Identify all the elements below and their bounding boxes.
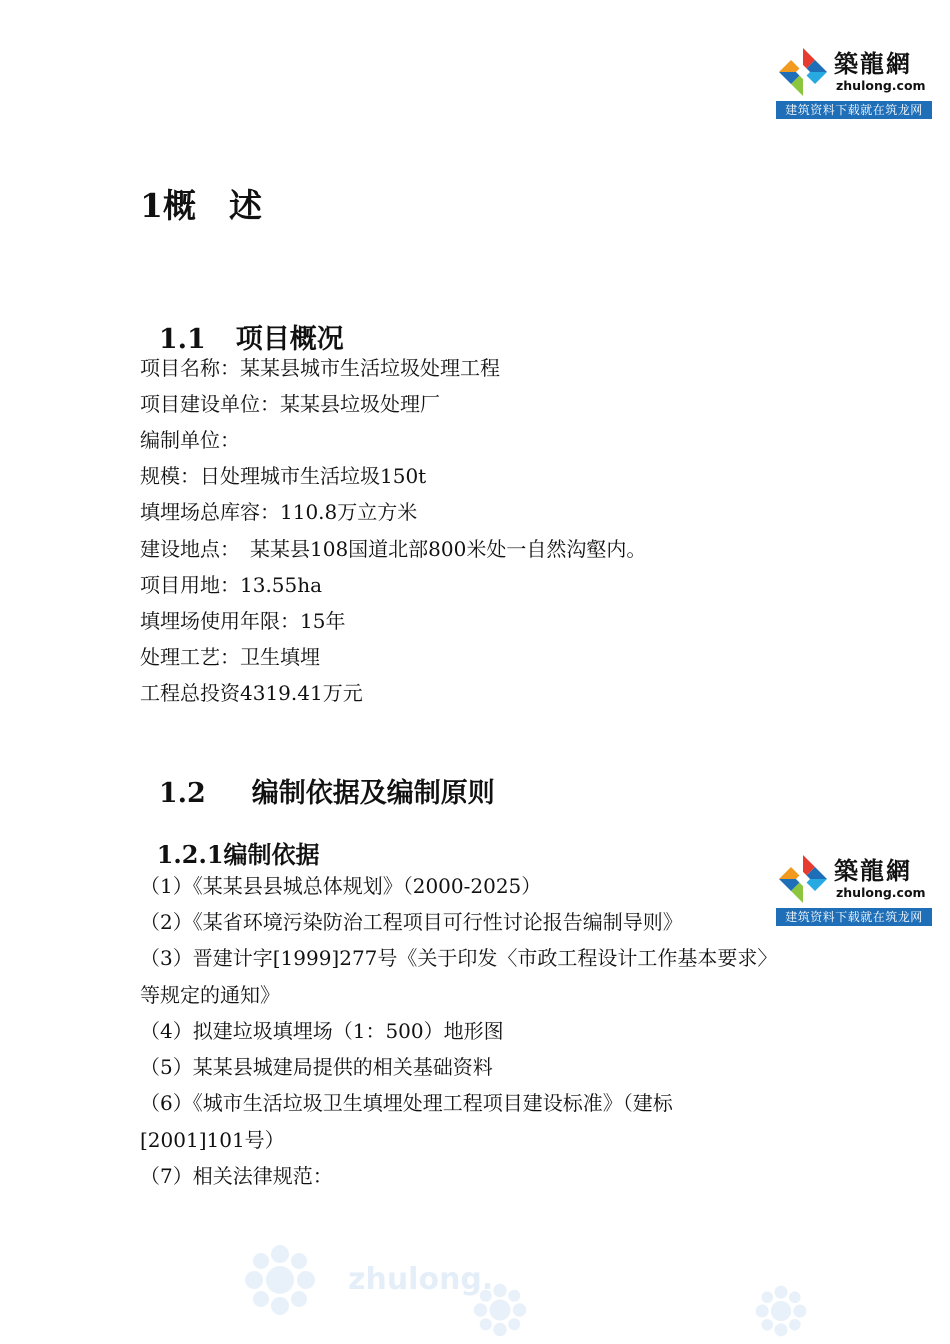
chapter-title: 1概 述 (140, 186, 262, 225)
section-title: 编制依据及编制原则 (251, 778, 495, 809)
overview-line: 工程总投资4319.41万元 (140, 681, 363, 705)
pinwheel-logo-icon (776, 45, 830, 99)
logo-tagline: 建筑资料下载就在筑龙网 (776, 101, 932, 119)
basis-item: （6）《城市生活垃圾卫生填埋处理工程项目建设标准》（建标 (140, 1091, 673, 1115)
logo-domain: zhulong.com (836, 885, 926, 900)
overview-line: 项目建设单位：某某县垃圾处理厂 (140, 392, 440, 416)
basis-item: （5）某某县城建局提供的相关基础资料 (140, 1055, 493, 1079)
overview-line: 填埋场使用年限：15年 (140, 609, 346, 633)
logo-tagline: 建筑资料下载就在筑龙网 (776, 908, 932, 926)
zhulong-logo-top (776, 45, 932, 119)
basis-item: （2）《某省环境污染防治工程项目可行性讨论报告编制导则》 (140, 910, 683, 934)
zhulong-logo-mid (776, 852, 932, 926)
watermark-snowflake-icon (752, 1282, 810, 1340)
section-heading-1-1 (140, 286, 344, 356)
basis-item: （4）拟建垃圾填埋场（1：500）地形图 (140, 1019, 504, 1043)
section-number: 1.1 (158, 324, 206, 355)
overview-line: 项目用地：13.55ha (140, 573, 323, 597)
subsection-title: 编制依据 (223, 840, 320, 869)
basis-item-continued: [2001]101号） (140, 1128, 285, 1152)
section-heading-1-2 (140, 740, 495, 810)
pinwheel-logo-icon (776, 852, 830, 906)
overview-line: 规模：日处理城市生活垃圾150t (140, 464, 427, 488)
overview-line: 项目名称：某某县城市生活垃圾处理工程 (140, 356, 500, 380)
subsection-heading-1-2-1 (140, 806, 320, 870)
overview-line: 处理工艺：卫生填埋 (140, 645, 320, 669)
subsection-number: 1.2.1 (156, 840, 224, 869)
watermark-snowflake-icon (240, 1240, 320, 1320)
basis-item-continued: 等规定的通知》 (140, 983, 280, 1007)
overview-line: 建设地点： 某某县108国道北部800米处一自然沟壑内。 (140, 537, 647, 561)
watermark-text: zhulong. (348, 1262, 494, 1297)
logo-name: 築龍網 (834, 856, 912, 885)
basis-item: （1）《某某县县城总体规划》（2000-2025） (140, 874, 542, 898)
logo-name: 築龍網 (834, 49, 912, 78)
overview-line: 填埋场总库容：110.8万立方米 (140, 500, 418, 524)
overview-line: 编制单位： (140, 428, 240, 452)
basis-item: （7）相关法律规范： (140, 1164, 333, 1188)
logo-domain: zhulong.com (836, 78, 926, 93)
section-number: 1.2 (158, 778, 206, 809)
watermark-snowflake-icon (470, 1280, 530, 1340)
section-title: 项目概况 (235, 324, 344, 355)
basis-item: （3）晋建计字[1999]277号《关于印发〈市政工程设计工作基本要求〉 (140, 946, 778, 970)
